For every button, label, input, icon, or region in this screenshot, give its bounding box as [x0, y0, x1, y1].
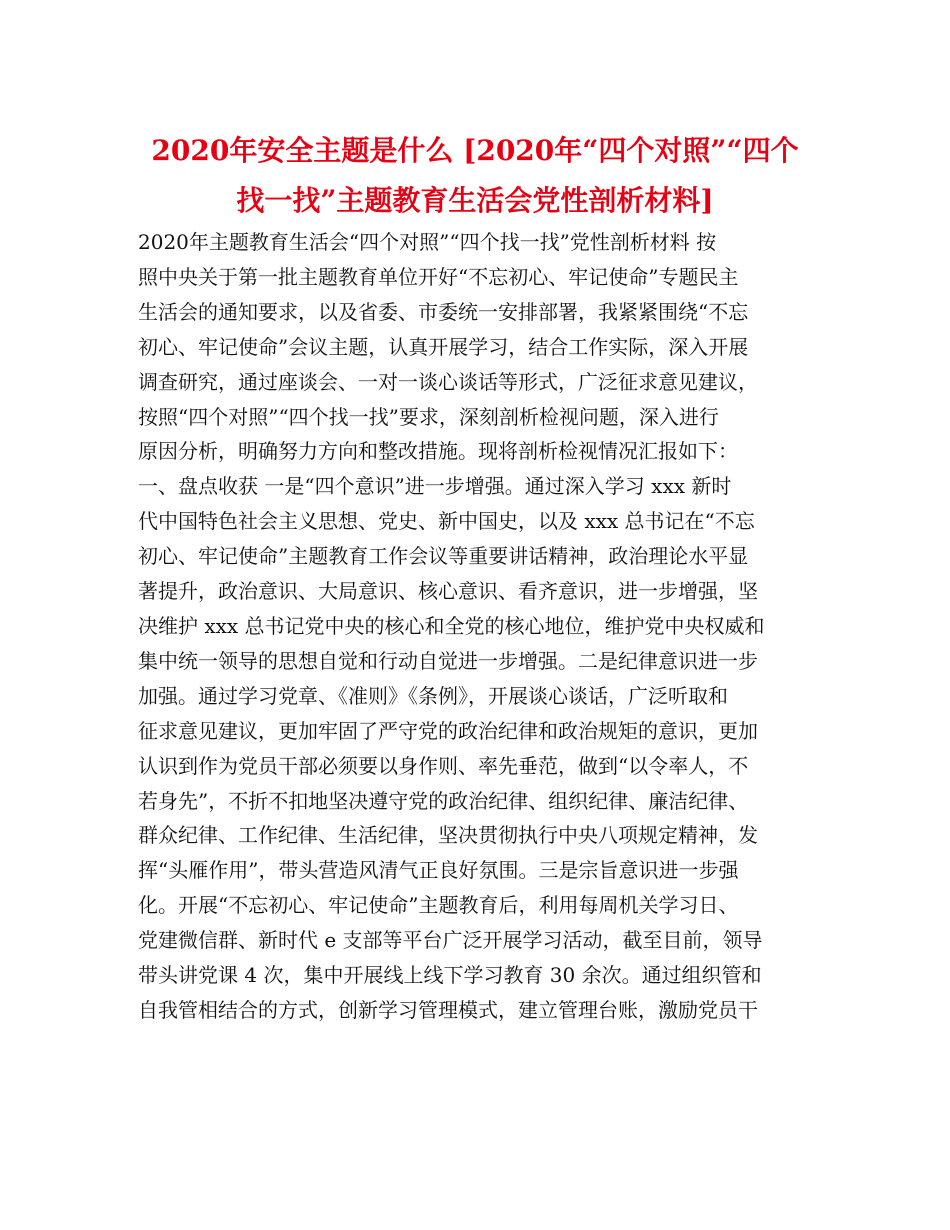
document-title [100, 126, 850, 226]
body-line: 若身先”，不折不扣地坚决遵守党的政治纪律、组织纪律、廉洁纪律、 [138, 788, 749, 813]
body-line: 著提升，政治意识、大局意识、核心意识、看齐意识，进一步增强，坚 [138, 579, 758, 604]
body-line: 代中国特色社会主义思想、党史、新中国史，以及 xxx 总书记在“不忘 [138, 509, 755, 534]
title-line: 2020年安全主题是什么 [2020年“四个对照”“四个 [151, 134, 799, 167]
body-line: 认识到作为党员干部必须要以身作则、率先垂范，做到“以令率人，不 [138, 753, 749, 778]
body-line: 决维护 xxx 总书记党中央的核心和全党的核心地位，维护党中央权威和 [138, 613, 765, 638]
body-line: 挥“头雁作用”，带头营造风清气正良好氛围。三是宗旨意识进一步强 [138, 858, 739, 883]
body-line: 初心、牢记使命”会议主题，认真开展学习，结合工作实际，深入开展 [138, 334, 749, 359]
body-line: 生活会的通知要求，以及省委、市委统一安排部署，我紧紧围绕“不忘 [138, 299, 749, 324]
body-line: 照中央关于第一批主题教育单位开好“不忘初心、牢记使命”专题民主 [138, 264, 739, 289]
body-line: 按照“四个对照”“四个找一找”要求，深刻剖析检视问题，深入进行 [138, 404, 719, 429]
body-line: 原因分析，明确努力方向和整改措施。现将剖析检视情况汇报如下： [138, 439, 738, 464]
body-line: 群众纪律、工作纪律、生活纪律，坚决贯彻执行中央八项规定精神，发 [138, 823, 758, 848]
body-line: 党建微信群、新时代 e 支部等平台广泛开展学习活动，截至目前，领导 [138, 928, 763, 953]
body-line: 化。开展“不忘初心、牢记使命”主题教育后，利用每周机关学习日、 [138, 893, 739, 918]
document-body [138, 225, 828, 1028]
body-line: 一、盘点收获 一是“四个意识”进一步增强。通过深入学习 xxx 新时 [138, 474, 732, 499]
body-line: 征求意见建议，更加牢固了严守党的政治纪律和政治规矩的意识，更加 [138, 718, 758, 743]
body-line: 加强。通过学习党章、《准则》《条例》，开展谈心谈话，广泛听取和 [138, 683, 728, 708]
body-line: 2020年主题教育生活会“四个对照”“四个找一找”党性剖析材料 按 [138, 230, 717, 254]
body-line: 集中统一领导的思想自觉和行动自觉进一步增强。二是纪律意识进一步 [138, 648, 758, 673]
body-line: 调查研究，通过座谈会、一对一谈心谈话等形式，广泛征求意见建议， [138, 369, 758, 394]
body-line: 初心、牢记使命”主题教育工作会议等重要讲话精神，政治理论水平显 [138, 544, 749, 569]
title-line: 找一找”主题教育生活会党性剖析材料] [236, 184, 714, 217]
body-line: 带头讲党课 4 次，集中开展线上线下学习教育 30 余次。通过组织管和 [138, 963, 762, 988]
body-line: 自我管相结合的方式，创新学习管理模式，建立管理台账，激励党员干 [138, 997, 758, 1022]
